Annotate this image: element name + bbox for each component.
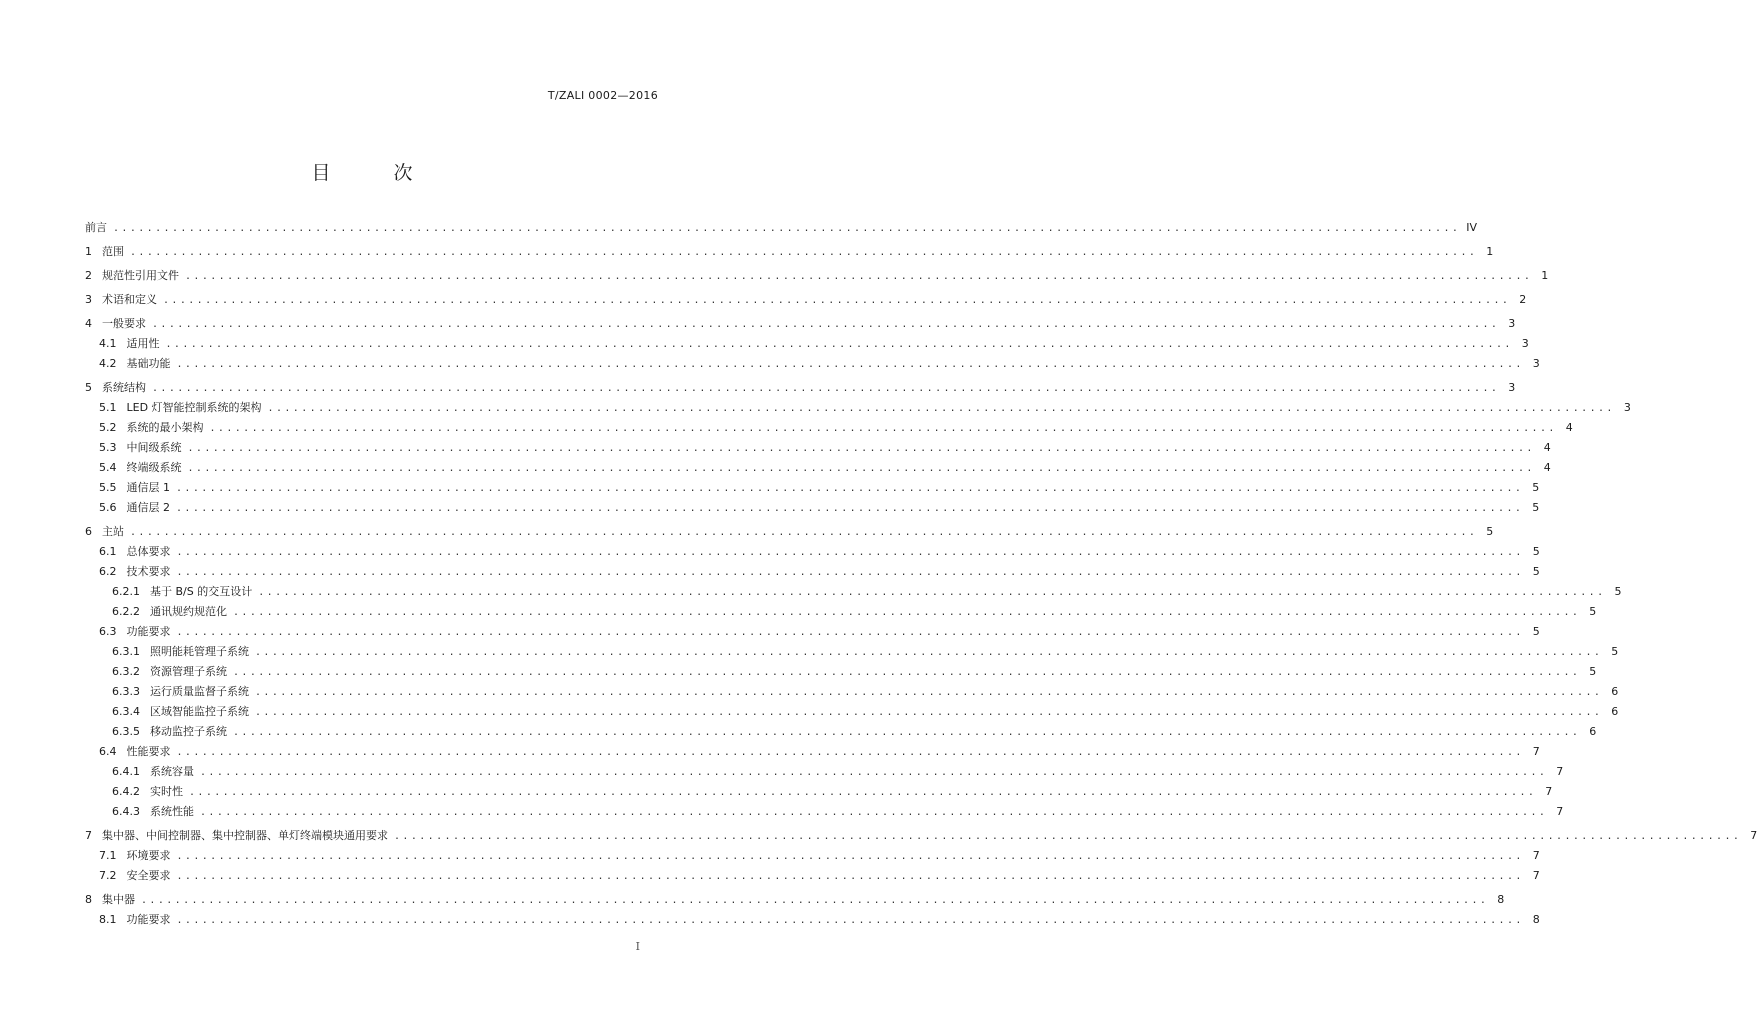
- toc-entry-number: 6.2.2: [112, 605, 140, 618]
- toc-entry[interactable]: [85, 314, 1516, 334]
- toc-entry-title: 主站: [102, 525, 124, 538]
- toc-entry[interactable]: [85, 542, 1540, 562]
- toc-entry[interactable]: [85, 662, 1597, 682]
- toc-entry-page: 7: [1750, 829, 1757, 842]
- toc-dot-leader: ................................................................................................................................................................: [187, 443, 1535, 454]
- toc-dot-leader: ................................................................................................................................................................: [141, 895, 1489, 906]
- toc-entry-page: 3: [1532, 357, 1540, 370]
- toc-entry[interactable]: [85, 418, 1573, 438]
- toc-entry-number: 6.4.2: [112, 785, 140, 798]
- toc-entry-page: 5: [1532, 501, 1540, 514]
- toc-entry-number: 5.6: [99, 501, 117, 514]
- toc-entry[interactable]: [85, 826, 1757, 846]
- toc-entry-page: 2: [1519, 293, 1527, 306]
- toc-entry-page: 7: [1545, 785, 1553, 798]
- toc-entry[interactable]: [85, 438, 1551, 458]
- toc-entry-page: 8: [1497, 893, 1505, 906]
- toc-entry-page: 4: [1565, 421, 1573, 434]
- toc-entry-number: 6.3.2: [112, 665, 140, 678]
- toc-dot-leader: ................................................................................................................................................................: [394, 831, 1742, 842]
- toc-entry-number: 6.3: [99, 625, 117, 638]
- toc-entry-title: 功能要求: [126, 625, 171, 638]
- toc-entry-title: 系统性能: [150, 805, 194, 818]
- toc-entry-title: 实时性: [150, 785, 183, 798]
- toc-entry-title: 适用性: [126, 337, 160, 350]
- toc-entry[interactable]: [85, 910, 1540, 930]
- toc-entry[interactable]: [85, 890, 1505, 910]
- toc-dot-leader: ................................................................................................................................................................: [163, 295, 1511, 306]
- toc-dot-leader: ................................................................................................................................................................: [176, 747, 1524, 758]
- toc-entry-page: 7: [1532, 869, 1540, 882]
- toc-entry-title: 系统容量: [150, 765, 194, 778]
- toc-entry-title: 通信层 2: [126, 501, 170, 514]
- toc-entry-number: 6.3.4: [112, 705, 140, 718]
- toc-entry-title: 系统结构: [102, 381, 146, 394]
- toc-dot-leader: ................................................................................................................................................................: [185, 271, 1533, 282]
- toc-dot-leader: ................................................................................................................................................................: [200, 767, 1548, 778]
- toc-entry[interactable]: [85, 334, 1529, 354]
- toc-dot-leader: ................................................................................................................................................................: [176, 503, 1524, 514]
- toc-entry-number: 7: [85, 829, 92, 842]
- toc-entry[interactable]: [85, 290, 1527, 310]
- toc-dot-leader: ................................................................................................................................................................: [176, 915, 1524, 926]
- toc-entry-number: 6.4.1: [112, 765, 140, 778]
- toc-entry-title: 基于 B/S 的交互设计: [150, 585, 253, 598]
- toc-entry[interactable]: [85, 522, 1494, 542]
- toc-dot-leader: ................................................................................................................................................................: [176, 547, 1524, 558]
- toc-entry-number: 5.1: [99, 401, 117, 414]
- toc-entry-page: 6: [1589, 725, 1597, 738]
- toc-dot-leader: ................................................................................................................................................................: [233, 607, 1581, 618]
- standard-code: T/ZALI 0002—2016: [547, 89, 658, 102]
- toc-entry[interactable]: [85, 622, 1540, 642]
- toc-entry-title: 基础功能: [126, 357, 171, 370]
- toc-entry[interactable]: [85, 866, 1540, 886]
- toc-entry[interactable]: [85, 378, 1516, 398]
- toc-dot-leader: ................................................................................................................................................................: [187, 463, 1535, 474]
- toc-dot-leader: ................................................................................................................................................................: [209, 423, 1557, 434]
- toc-dot-leader: ................................................................................................................................................................: [165, 339, 1513, 350]
- toc-entry-page: 4: [1543, 441, 1551, 454]
- toc-entry-number: 6.4.3: [112, 805, 140, 818]
- toc-entry-title: 系统的最小架构: [126, 421, 204, 434]
- toc-entry-title: 技术要求: [126, 565, 171, 578]
- toc-entry-number: 6: [85, 525, 92, 538]
- toc-entry-number: 5.3: [99, 441, 117, 454]
- toc-entry-page: 6: [1611, 685, 1619, 698]
- toc-entry-page: 5: [1532, 565, 1540, 578]
- toc-entry[interactable]: [85, 582, 1622, 602]
- toc-entry-page: IV: [1466, 221, 1478, 234]
- toc-entry-title: 总体要求: [126, 545, 171, 558]
- toc-entry-page: 7: [1556, 765, 1564, 778]
- page-number: I: [635, 940, 640, 953]
- toc-entry-page: 5: [1589, 605, 1597, 618]
- toc-dot-leader: ................................................................................................................................................................: [176, 483, 1524, 494]
- toc-entry-number: 5: [85, 381, 92, 394]
- toc-dot-leader: ................................................................................................................................................................: [258, 587, 1606, 598]
- toc-entry-title: 安全要求: [126, 869, 171, 882]
- toc-entry-number: 1: [85, 245, 92, 258]
- toc-dot-leader: ................................................................................................................................................................: [176, 359, 1524, 370]
- toc-entry-number: 7.2: [99, 869, 117, 882]
- toc-entry-page: 3: [1521, 337, 1529, 350]
- toc-entry[interactable]: [85, 742, 1540, 762]
- toc-entry-page: 5: [1614, 585, 1622, 598]
- toc-entry-title: LED 灯智能控制系统的架构: [126, 401, 262, 414]
- toc-entry-page: 5: [1532, 625, 1540, 638]
- toc-entry-page: 4: [1543, 461, 1551, 474]
- toc-dot-leader: ................................................................................................................................................................: [152, 319, 1500, 330]
- toc-entry-title: 通信层 1: [126, 481, 170, 494]
- toc-entry[interactable]: [85, 722, 1597, 742]
- toc-entry[interactable]: [85, 802, 1564, 822]
- toc-entry-number: 5.4: [99, 461, 117, 474]
- toc-entry-title: 集中器: [102, 893, 135, 906]
- toc-entry-number: 7.1: [99, 849, 117, 862]
- toc-entry-title: 终端级系统: [126, 461, 182, 474]
- toc-entry-page: 6: [1611, 705, 1619, 718]
- toc-entry-page: 5: [1532, 545, 1540, 558]
- toc-entry-number: 4: [85, 317, 92, 330]
- toc-entry[interactable]: [85, 218, 1478, 238]
- toc-entry-number: 5.2: [99, 421, 117, 434]
- toc-entry-title: 照明能耗管理子系统: [150, 645, 249, 658]
- toc-entry-title: 运行质量监督子系统: [150, 685, 249, 698]
- toc-entry[interactable]: [85, 846, 1540, 866]
- toc-entry[interactable]: [85, 682, 1619, 702]
- toc-entry-page: 1: [1486, 245, 1494, 258]
- toc-entry-title: 区域智能监控子系统: [150, 705, 249, 718]
- table-of-contents: [85, 218, 1757, 930]
- toc-dot-leader: ................................................................................................................................................................: [176, 851, 1524, 862]
- toc-dot-leader: ................................................................................................................................................................: [233, 727, 1581, 738]
- toc-entry-number: 8: [85, 893, 92, 906]
- toc-entry-number: 8.1: [99, 913, 117, 926]
- toc-entry[interactable]: [85, 478, 1540, 498]
- toc-entry-title: 移动监控子系统: [150, 725, 227, 738]
- toc-entry-number: 6.2.1: [112, 585, 140, 598]
- toc-entry-page: 5: [1589, 665, 1597, 678]
- toc-entry-number: 3: [85, 293, 92, 306]
- toc-dot-leader: ................................................................................................................................................................: [255, 707, 1603, 718]
- toc-entry-number: 2: [85, 269, 92, 282]
- toc-entry-title: 术语和定义: [102, 293, 157, 306]
- toc-entry-number: 6.1: [99, 545, 117, 558]
- toc-entry-title: 资源管理子系统: [150, 665, 227, 678]
- toc-dot-leader: ................................................................................................................................................................: [152, 383, 1500, 394]
- toc-entry-page: 8: [1532, 913, 1540, 926]
- toc-dot-leader: ................................................................................................................................................................: [233, 667, 1581, 678]
- toc-entry[interactable]: [85, 562, 1540, 582]
- toc-entry[interactable]: [85, 602, 1597, 622]
- toc-entry-page: 7: [1556, 805, 1564, 818]
- toc-entry-title: 一般要求: [102, 317, 146, 330]
- toc-entry-page: 3: [1508, 317, 1516, 330]
- toc-entry-title: 规范性引用文件: [102, 269, 179, 282]
- toc-entry[interactable]: [85, 782, 1553, 802]
- toc-entry-page: 7: [1532, 849, 1540, 862]
- toc-dot-leader: ................................................................................................................................................................: [255, 687, 1603, 698]
- toc-dot-leader: ................................................................................................................................................................: [255, 647, 1603, 658]
- toc-entry-title: 通讯规约规范化: [150, 605, 227, 618]
- toc-entry-page: 3: [1623, 401, 1631, 414]
- toc-entry-title: 集中器、中间控制器、集中控制器、单灯终端模块通用要求: [102, 829, 388, 842]
- toc-entry-number: 6.2: [99, 565, 117, 578]
- toc-dot-leader: ................................................................................................................................................................: [267, 403, 1615, 414]
- toc-dot-leader: ................................................................................................................................................................: [189, 787, 1537, 798]
- toc-entry-page: 7: [1532, 745, 1540, 758]
- toc-entry[interactable]: [85, 266, 1549, 286]
- toc-entry-title: 范围: [102, 245, 124, 258]
- toc-entry[interactable]: [85, 702, 1619, 722]
- toc-entry-number: 6.4: [99, 745, 117, 758]
- toc-entry-page: 5: [1611, 645, 1619, 658]
- toc-entry[interactable]: [85, 642, 1619, 662]
- toc-dot-leader: ................................................................................................................................................................: [176, 871, 1524, 882]
- toc-entry[interactable]: [85, 398, 1631, 418]
- toc-entry[interactable]: [85, 762, 1564, 782]
- toc-entry-title: 功能要求: [126, 913, 171, 926]
- toc-entry[interactable]: [85, 242, 1494, 262]
- toc-entry-page: 3: [1508, 381, 1516, 394]
- toc-entry-title: 中间级系统: [126, 441, 182, 454]
- toc-entry-title: 前言: [85, 221, 107, 234]
- toc-entry-number: 5.5: [99, 481, 117, 494]
- toc-dot-leader: ................................................................................................................................................................: [176, 627, 1524, 638]
- toc-dot-leader: ................................................................................................................................................................: [113, 223, 1461, 234]
- toc-dot-leader: ................................................................................................................................................................: [176, 567, 1524, 578]
- toc-dot-leader: ................................................................................................................................................................: [130, 527, 1478, 538]
- toc-entry-number: 6.3.1: [112, 645, 140, 658]
- toc-entry-number: 4.2: [99, 357, 117, 370]
- toc-dot-leader: ................................................................................................................................................................: [200, 807, 1548, 818]
- toc-entry-number: 6.3.5: [112, 725, 140, 738]
- toc-entry-title: 环境要求: [126, 849, 171, 862]
- toc-entry-number: 6.3.3: [112, 685, 140, 698]
- toc-entry-title: 性能要求: [126, 745, 171, 758]
- toc-entry[interactable]: [85, 498, 1540, 518]
- toc-entry-page: 1: [1541, 269, 1549, 282]
- toc-dot-leader: ................................................................................................................................................................: [130, 247, 1478, 258]
- toc-entry-number: 4.1: [99, 337, 117, 350]
- toc-entry[interactable]: [85, 458, 1551, 478]
- toc-entry[interactable]: [85, 354, 1540, 374]
- toc-entry-page: 5: [1486, 525, 1494, 538]
- toc-entry-page: 5: [1532, 481, 1540, 494]
- page-title: 目 次: [311, 162, 435, 184]
